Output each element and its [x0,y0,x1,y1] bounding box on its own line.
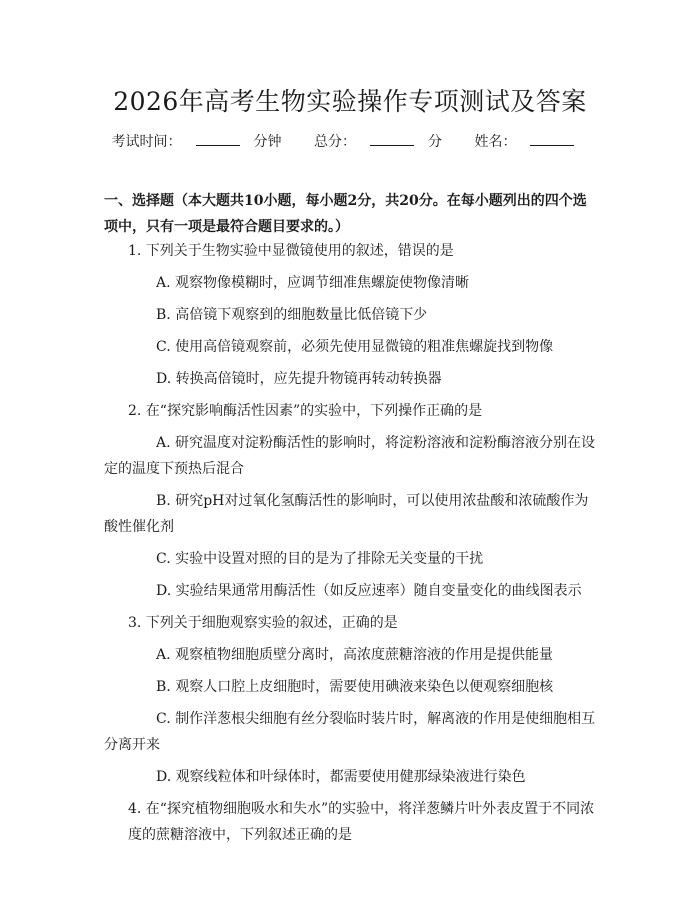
score-unit: 分 [428,134,442,150]
student-name [474,131,588,151]
total-score [314,131,442,151]
time-label: 考试时间： [111,134,182,150]
question-option: B. 研究pH对过氧化氢酶活性的影响时，可以使用浓盐酸和浓硫酸作为酸性催化剂 [104,493,589,535]
question-option: B. 高倍镜下观察到的细胞数量比低倍镜下少 [156,307,428,323]
question-option: D. 实验结果通常用酶活性（如反应速率）随自变量变化的曲线图表示 [156,583,582,599]
question-option: C. 制作洋葱根尖细胞有丝分裂临时装片时，解离液的作用是使细胞相互分离开来 [104,711,596,753]
exam-meta [0,131,700,151]
name-label: 姓名： [474,134,517,150]
exam-time [112,131,282,151]
question-option: A. 观察植物细胞质壁分离时，高浓度蔗糖溶液的作用是提供能量 [156,647,554,663]
question-option: A. 研究温度对淀粉酶活性的影响时，将淀粉溶液和淀粉酶溶液分别在设定的温度下预热后混合 [104,435,596,477]
question-stem: 2. 在“探究影响酶活性因素”的实验中，下列操作正确的是 [128,403,483,419]
time-blank [196,131,240,146]
question-option: C. 实验中设置对照的目的是为了排除无关变量的干扰 [156,551,484,567]
question-list [104,238,596,848]
time-unit: 分钟 [253,134,282,150]
section-heading: 一、选择题（本大题共10小题，每小题2分，共20分。在每小题列出的四个选项中，只有一项是最符合题目要求的。） [104,193,587,235]
page-title: 2026年高考生物实验操作专项测试及答案 [113,87,587,116]
name-blank [530,131,574,146]
question-option: A. 观察物像模糊时，应调节细准焦螺旋使物像清晰 [156,275,470,291]
question-stem: 1. 下列关于生物实验中显微镜使用的叙述，错误的是 [128,243,454,259]
question-option: C. 使用高倍镜观察前，必须先使用显微镜的粗准焦螺旋找到物像 [156,339,554,355]
score-label: 总分： [314,134,356,150]
score-blank [370,131,414,146]
question-stem: 4. 在“探究植物细胞吸水和失水”的实验中，将洋葱鳞片叶外表皮置于不同浓度的蔗糖溶液中，下列叙述正确的是 [128,801,595,843]
question-stem: 3. 下列关于细胞观察实验的叙述，正确的是 [128,615,398,631]
question-option: D. 转换高倍镜时，应先提升物镜再转动转换器 [156,371,442,387]
question-option: B. 观察人口腔上皮细胞时，需要使用碘液来染色以便观察细胞核 [156,679,554,695]
question-option: D. 观察线粒体和叶绿体时，都需要使用健那绿染液进行染色 [156,769,526,785]
